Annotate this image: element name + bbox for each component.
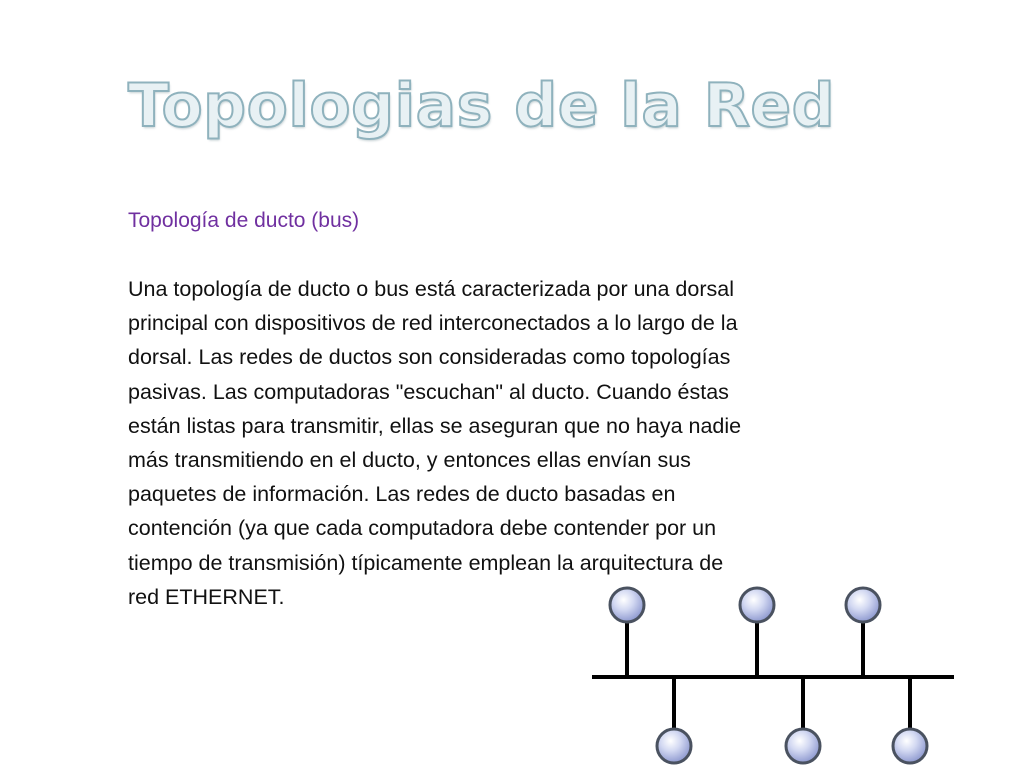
network-node (610, 588, 644, 622)
body-paragraph (128, 272, 878, 614)
body-line: red ETHERNET. (128, 584, 285, 609)
body-line: están listas para transmitir, ellas se aseguran que no haya nadie (128, 413, 742, 438)
body-line: tiempo de transmisión) típicamente emplean la arquitectura de (128, 550, 724, 575)
body-line: Una topología de ducto o bus está caracterizada por una dorsal (128, 277, 734, 301)
network-node (846, 588, 880, 622)
network-node (657, 729, 691, 763)
network-node (786, 729, 820, 763)
body-line: contención (ya que cada computadora debe contender por un (128, 516, 717, 541)
slide-title: Topologias de la Red (128, 71, 836, 141)
network-node (740, 588, 774, 622)
body-line: pasivas. Las computadoras "escuchan" al ducto. Cuando éstas (128, 379, 729, 404)
slide-subtitle: Topología de ducto (bus) (128, 209, 360, 232)
body-line: dorsal. Las redes de ductos son consideradas como topologías (128, 345, 731, 370)
bus-topology-diagram (580, 578, 970, 768)
body-line: más transmitiendo en el ducto, y entonces ellas envían sus (128, 448, 691, 473)
network-node (893, 729, 927, 763)
body-line: principal con dispositivos de red interconectados a lo largo de la (128, 311, 738, 336)
body-line: paquetes de información. Las redes de ducto basadas en (128, 482, 676, 507)
